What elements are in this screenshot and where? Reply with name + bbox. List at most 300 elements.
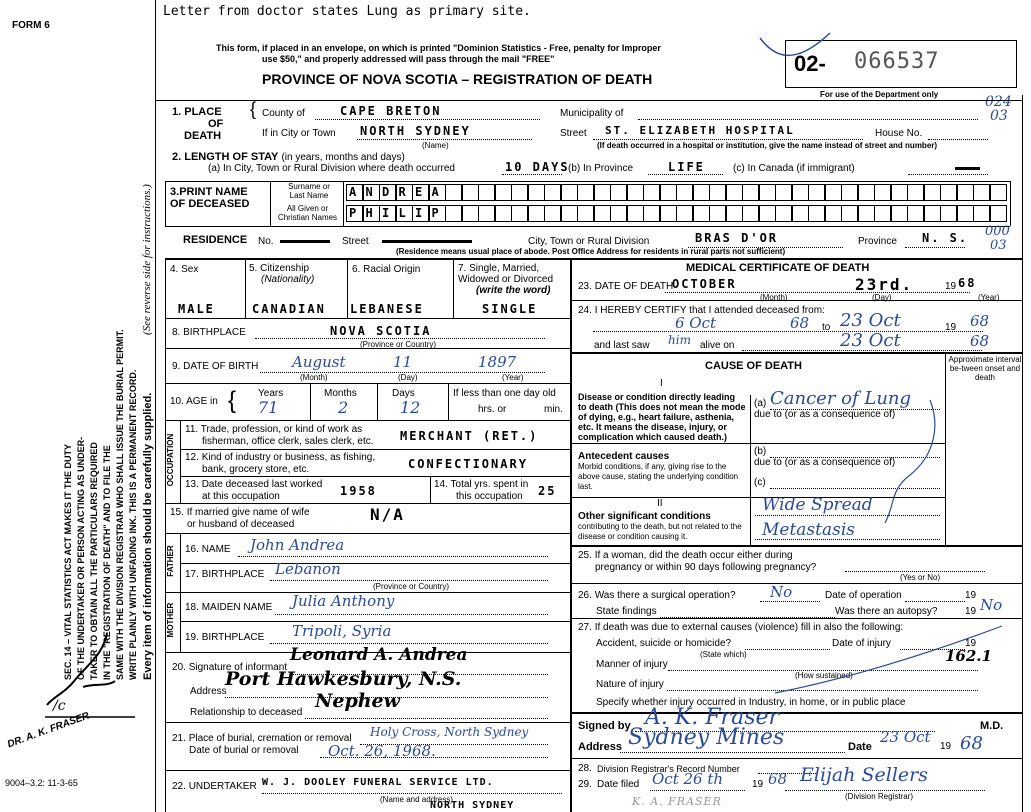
- given-letter: P: [431, 206, 439, 220]
- residence-province[interactable]: N. S.: [922, 231, 969, 245]
- given-letter-cell[interactable]: [660, 205, 677, 222]
- surname-letter-cell[interactable]: [874, 184, 891, 201]
- s10-num: 10.: [170, 396, 184, 407]
- s8-num: 8.: [172, 327, 181, 338]
- s19-label: [185, 632, 264, 643]
- form-left-border: [155, 0, 156, 812]
- given-letter: P: [349, 206, 357, 220]
- doctor-stamp: K. A. FRASER: [632, 795, 722, 808]
- s22-num: 22.: [172, 781, 186, 792]
- s16-label: [185, 544, 231, 555]
- spouse-value[interactable]: N/A: [370, 505, 405, 524]
- s18-label-text: MAIDEN NAME: [201, 602, 273, 613]
- given-letter-cell[interactable]: [726, 205, 743, 222]
- s23-label-text: DATE OF DEATH: [594, 281, 674, 292]
- place-of-death-label: [172, 106, 223, 142]
- surname-letter-cell[interactable]: [627, 184, 644, 201]
- surname-letter: A: [349, 185, 357, 199]
- s21-label-a: Place of burial, cremation or removal: [188, 733, 352, 744]
- given-letter-cell[interactable]: [775, 205, 792, 222]
- s13-label-b: at this occupation: [202, 491, 280, 502]
- cause-b-due: due to (or as a consequence of): [754, 457, 896, 468]
- surname-letter-cell[interactable]: [973, 184, 990, 201]
- surname-letter-cell[interactable]: [759, 184, 776, 201]
- surname-letter-cell[interactable]: [544, 184, 561, 201]
- age-years[interactable]: 71: [258, 398, 279, 417]
- surname-letter: N: [365, 185, 373, 199]
- dob-month[interactable]: August: [292, 353, 346, 371]
- envelope-notice-2: use $50," and properly addressed will pass through the mail "FREE": [262, 54, 555, 64]
- s24-num: 24.: [578, 305, 592, 316]
- surname-letter-cell[interactable]: [594, 184, 611, 201]
- doctor-address[interactable]: Sydney Mines: [628, 725, 785, 750]
- surname-letter-cell[interactable]: [990, 184, 1007, 201]
- s27-num: 27.: [578, 622, 592, 633]
- surname-letter: A: [431, 185, 439, 199]
- marital-value[interactable]: SINGLE: [482, 302, 538, 316]
- surname-letter-cell[interactable]: [346, 184, 363, 201]
- surname-letter-cell[interactable]: [660, 184, 677, 201]
- given-letter-cell[interactable]: [511, 205, 528, 222]
- marital-hint: (write the word): [476, 285, 551, 296]
- surname-letter-cell[interactable]: [577, 184, 594, 201]
- given-letter-cell[interactable]: [825, 205, 842, 222]
- surname-letter-cell[interactable]: [825, 184, 842, 201]
- s9-label-text: DATE OF BIRTH: [183, 361, 259, 372]
- given-letter-cell[interactable]: [858, 205, 875, 222]
- s25-hint: (Yes or No): [900, 573, 941, 582]
- s20-num: 20.: [172, 662, 186, 673]
- external-causes-strike: [770, 618, 1010, 698]
- surname-letter-cell[interactable]: [610, 184, 627, 201]
- doctor-address-label: Address: [578, 741, 623, 753]
- burial-place[interactable]: Holy Cross, North Sydney: [370, 725, 529, 739]
- signature-name: DR. A. K. FRASER: [6, 710, 91, 751]
- surname-letter-cell[interactable]: [858, 184, 875, 201]
- occupation-value[interactable]: MERCHANT (RET.): [400, 429, 539, 443]
- s29-num: 29.: [578, 779, 592, 790]
- surname-letter-cell[interactable]: [742, 184, 759, 201]
- less-than-day-label: If less than one day old: [453, 388, 556, 399]
- dob-year-hint: (Year): [502, 373, 524, 382]
- form-title: PROVINCE OF NOVA SCOTIA – REGISTRATION OF DEATH: [262, 71, 653, 87]
- date-filed[interactable]: Oct 26 th: [652, 770, 724, 788]
- house-label: House No.: [875, 128, 923, 139]
- date-signed-year-prefix: 19: [940, 741, 952, 752]
- given-letter-cell[interactable]: [693, 205, 710, 222]
- residence-hint: (Residence means usual place of abode. Post Office Address for residents in rural parts not sufficient): [396, 247, 786, 256]
- s8-label: [172, 327, 246, 338]
- surgical-operation-answer[interactable]: No: [770, 583, 793, 601]
- interval-header: Approximate interval be-tween onset and death: [948, 355, 1022, 382]
- surname-letter-cell[interactable]: [891, 184, 908, 201]
- attended-to-label: to: [822, 322, 831, 333]
- s12-label-b: bank, grocery store, etc.: [202, 464, 310, 475]
- findings-label: State findings: [596, 606, 657, 617]
- other-condition-1[interactable]: Wide Spread: [762, 495, 873, 515]
- s13-num: 13.: [185, 479, 199, 490]
- father-side-label: FATHER: [166, 545, 175, 577]
- signed-by[interactable]: A. K. Fraser: [645, 705, 780, 730]
- surname-letter-cell[interactable]: [957, 184, 974, 201]
- surname-letter-cell[interactable]: [511, 184, 528, 201]
- given-letter-cell[interactable]: [759, 205, 776, 222]
- s25-q-b: pregnancy or within 90 days following pregnancy?: [595, 562, 817, 573]
- given-letter-cell[interactable]: [973, 205, 990, 222]
- surname-letter-cell[interactable]: [379, 184, 396, 201]
- attended-from-year[interactable]: 68: [790, 314, 810, 332]
- doctor-signature: [35, 625, 155, 735]
- s26-num: 26.: [578, 590, 592, 601]
- death-year[interactable]: 68: [958, 276, 977, 290]
- given-label: All Given or Christian Names: [277, 204, 338, 222]
- county-value[interactable]: CAPE BRETON: [340, 104, 442, 118]
- given-letter-cell[interactable]: [429, 205, 446, 222]
- s12-num: 12.: [185, 452, 199, 463]
- residence-province-label: Province: [858, 236, 897, 247]
- form-right-border: [1022, 95, 1023, 812]
- given-letter-cell[interactable]: [990, 205, 1007, 222]
- given-letter: I: [382, 206, 390, 220]
- surname-letter-cell[interactable]: [775, 184, 792, 201]
- s19-label-text: BIRTHPLACE: [201, 632, 265, 643]
- city-name-hint: (Name): [422, 141, 449, 150]
- given-letter-cell[interactable]: [577, 205, 594, 222]
- s16-num: 16.: [185, 544, 199, 555]
- md-label: M.D.: [980, 720, 1004, 732]
- informant-signature[interactable]: Leonard A. Andrea: [290, 645, 468, 665]
- surname-letter-cell[interactable]: [495, 184, 512, 201]
- residence-street-label: Street: [342, 236, 369, 247]
- given-letter-cell[interactable]: [610, 205, 627, 222]
- s2-hint: (in years, months and days): [281, 152, 405, 163]
- typed-note: Letter from doctor states Lung as primary site.: [163, 4, 531, 19]
- hrs-label: hrs. or: [478, 404, 507, 415]
- citizenship-value[interactable]: CANADIAN: [252, 302, 326, 316]
- s18-label: [185, 602, 272, 613]
- given-letter: I: [415, 206, 423, 220]
- instruction-line-4: IN THE "REGISTRATION OF DEATH" AND TO FILE THE: [102, 445, 112, 680]
- sex-label: 4. Sex: [170, 264, 199, 275]
- death-day[interactable]: 23rd.: [855, 275, 914, 294]
- marital-label: 7. Single, Married, Widowed or Divorced: [458, 263, 554, 285]
- citizenship-label: 5. Citizenship: [249, 263, 310, 274]
- s9-num: 9.: [172, 361, 181, 372]
- how-sustained-hint: (How sustained): [795, 671, 853, 680]
- surname-letter-cell[interactable]: [808, 184, 825, 201]
- age-days[interactable]: 12: [400, 398, 421, 417]
- surname-letter-cell[interactable]: [907, 184, 924, 201]
- industry-location-label: Specify whether injury occurred in Industry, in home, or in public place: [596, 697, 906, 708]
- s13-label: [185, 479, 322, 503]
- county-label: County of: [262, 108, 305, 119]
- cause-a-desc: Disease or condition directly leading to death (This does not mean the mode of dying, e.g., heart failure, asthenia, etc. It means the disease, injury, or complication which caused death.): [578, 392, 746, 442]
- birthplace-hint: (Province or Country): [360, 340, 437, 349]
- years-label: Years: [258, 388, 284, 399]
- mother-birthplace[interactable]: Tripoli, Syria: [292, 622, 392, 640]
- sex-value[interactable]: MALE: [178, 302, 215, 316]
- surname-letter-cell[interactable]: [726, 184, 743, 201]
- given-letter-cell[interactable]: [940, 205, 957, 222]
- father-bp-hint: (Province or Country): [373, 582, 450, 591]
- date-filed-label: Date filed: [597, 779, 640, 790]
- racial-label: 6. Racial Origin: [352, 264, 421, 275]
- surname-letter-cell[interactable]: [528, 184, 545, 201]
- given-letter-cell[interactable]: [346, 205, 363, 222]
- total-years-value[interactable]: 25: [538, 484, 557, 498]
- reverse-side-note: (See reverse side for instructions.): [141, 184, 153, 335]
- column-divider: [570, 258, 572, 812]
- operation-date-label: Date of operation: [825, 590, 902, 601]
- instruction-line-3: TAKER TO OBTAIN ALL THE PARTICULARS REQUIRED: [89, 442, 99, 680]
- s14-label-a: Total yrs. spent in: [450, 479, 529, 490]
- s18-num: 18.: [185, 602, 199, 613]
- s11-label-b: fisherman, office clerk, sales clerk, etc.: [202, 436, 374, 447]
- given-letter-cell[interactable]: [396, 205, 413, 222]
- father-name[interactable]: John Andrea: [250, 536, 345, 554]
- s1-num: 1.: [172, 106, 182, 118]
- cause-of-death-title: CAUSE OF DEATH: [705, 360, 802, 372]
- accident-label: Accident, suicide or homicide?: [596, 638, 732, 649]
- last-seen-year[interactable]: 68: [970, 332, 990, 350]
- residence-no-label: No.: [258, 236, 274, 247]
- racial-value[interactable]: LEBANESE: [350, 302, 424, 316]
- surname-letter-cell[interactable]: [841, 184, 858, 201]
- birthplace-value[interactable]: NOVA SCOTIA: [330, 324, 432, 338]
- autopsy-answer[interactable]: No: [980, 596, 1003, 614]
- dept-use-note: For use of the Department only: [820, 90, 939, 99]
- attended-from[interactable]: 6 Oct: [675, 314, 717, 332]
- surname-letter-cell[interactable]: [363, 184, 380, 201]
- s21-num: 21.: [172, 733, 186, 744]
- residence-city[interactable]: BRAS D'OR: [695, 231, 779, 245]
- death-month[interactable]: OCTOBER: [672, 277, 737, 291]
- s26-q: Was there a surgical operation?: [594, 590, 736, 601]
- s14-num: 14.: [434, 479, 448, 490]
- death-day-hint: (Day): [872, 293, 892, 302]
- given-letter-cell[interactable]: [363, 205, 380, 222]
- age-months[interactable]: 2: [338, 398, 349, 417]
- mother-maiden-name[interactable]: Julia Anthony: [292, 592, 395, 610]
- stay-c-label: (c) In Canada (if immigrant): [733, 163, 855, 174]
- death-year-hint: (Year): [978, 293, 1000, 302]
- cause-c-mark: (c): [754, 477, 766, 488]
- surname-letter-cell[interactable]: [478, 184, 495, 201]
- surname-letter-cell[interactable]: [709, 184, 726, 201]
- dob-day[interactable]: 11: [393, 353, 413, 371]
- s12-label: [185, 452, 375, 476]
- date-filed-year[interactable]: 68: [768, 770, 788, 788]
- given-letter-cell[interactable]: [478, 205, 495, 222]
- given-letter-cell[interactable]: [676, 205, 693, 222]
- mother-side-label: MOTHER: [166, 602, 175, 638]
- s21-label-b: Date of burial or removal: [189, 745, 299, 756]
- division-registrar[interactable]: Elijah Sellers: [800, 764, 929, 786]
- municipality-label: Municipality of: [560, 108, 624, 119]
- surname-letter-cell[interactable]: [561, 184, 578, 201]
- city-value[interactable]: NORTH SYDNEY: [360, 124, 471, 138]
- s23-label: [578, 281, 673, 292]
- surname-letter-cell[interactable]: [676, 184, 693, 201]
- given-letter-cell[interactable]: [495, 205, 512, 222]
- print-code: 9004–3.2: 11-3-65: [5, 778, 78, 788]
- division-registrar-hint: (Division Registrar): [845, 792, 914, 801]
- s1-label-b: OF: [208, 118, 224, 130]
- cause-b-mark: (b): [754, 446, 767, 457]
- s24-certify: I HEREBY CERTIFY that I attended deceased from:: [594, 305, 825, 316]
- father-birthplace[interactable]: Lebanon: [275, 560, 341, 578]
- other-conditions-title: Other significant conditions: [578, 511, 711, 522]
- dob-year[interactable]: 1897: [478, 353, 517, 371]
- s14-label-b: this occupation: [456, 491, 523, 502]
- residence-city-label: City, Town or Rural Division: [528, 236, 650, 247]
- burial-date[interactable]: Oct. 26, 1968.: [328, 742, 436, 760]
- s15-label: [170, 507, 310, 531]
- reg-number: 066537: [854, 49, 940, 74]
- medical-certificate-title: MEDICAL CERTIFICATE OF DEATH: [686, 262, 870, 274]
- given-letter-cell[interactable]: [594, 205, 611, 222]
- s12-label-a: Kind of industry or business, as fishing,: [201, 452, 376, 463]
- surname-letter-cell[interactable]: [412, 184, 429, 201]
- last-seen[interactable]: 23 Oct: [840, 330, 901, 351]
- min-label: min.: [544, 404, 563, 415]
- s3-label: [170, 186, 249, 210]
- given-letter-cell[interactable]: [412, 205, 429, 222]
- undertaker-value[interactable]: W. J. DOOLEY FUNERAL SERVICE LTD.: [262, 777, 494, 788]
- given-letter-cell[interactable]: [627, 205, 644, 222]
- s2-label: LENGTH OF STAY: [184, 151, 279, 163]
- state-which-hint: (State which): [700, 650, 747, 659]
- stay-b-value[interactable]: LIFE: [668, 160, 705, 174]
- attended-to[interactable]: 23 Oct: [840, 310, 901, 331]
- instruction-line-6: WRITE PLAINLY WITH UNFADING INK. THIS IS A PERMANENT RECORD.: [128, 369, 138, 680]
- stay-a-value[interactable]: 10 DAYS: [505, 160, 570, 174]
- months-label: Months: [324, 388, 357, 399]
- informant-address[interactable]: Port Hawkesbury, N.S.: [225, 668, 462, 690]
- last-saw-label-a: and last saw: [594, 340, 650, 351]
- given-letter-cell[interactable]: [561, 205, 578, 222]
- reg-check-mark: [755, 28, 835, 68]
- roman-two: II: [657, 498, 663, 509]
- instruction-line-1: SEC. 14 – VITAL STATISTICS ACT MAKES IT THE DUTY: [63, 443, 73, 680]
- undertaker-address[interactable]: NORTH SYDNEY: [430, 800, 515, 811]
- surname-letter: R: [398, 185, 406, 199]
- s25-label: [578, 550, 816, 574]
- surname-letter-cell[interactable]: [445, 184, 462, 201]
- given-letter-cell[interactable]: [924, 205, 941, 222]
- s10-label-text: AGE in: [186, 396, 218, 407]
- given-letter-cell[interactable]: [445, 205, 462, 222]
- s16-label-text: NAME: [201, 544, 231, 555]
- antecedent-desc: Morbid conditions, if any, giving rise to the above cause, stating the underlying condition last.: [578, 462, 739, 491]
- given-letter-cell[interactable]: [544, 205, 561, 222]
- s27-q: If death was due to external causes (violence) fill in also the following:: [594, 622, 904, 633]
- antecedent-title: Antecedent causes: [578, 451, 670, 462]
- manner-code[interactable]: 162.1: [945, 647, 992, 665]
- surname-label: Surname or Last Name: [288, 182, 330, 200]
- given-letter-cell[interactable]: [742, 205, 759, 222]
- date-signed[interactable]: 23 Oct: [880, 728, 931, 746]
- relationship-value[interactable]: Nephew: [315, 690, 400, 712]
- residence-label: RESIDENCE: [183, 234, 248, 246]
- autopsy-year: 19: [965, 606, 977, 617]
- date-signed-year[interactable]: 68: [960, 733, 983, 754]
- attended-to-year-prefix: 19: [945, 322, 957, 333]
- surname-letter: E: [415, 185, 423, 199]
- surname-letter-cell[interactable]: [396, 184, 413, 201]
- s8-label-text: BIRTHPLACE: [183, 327, 246, 338]
- registrar-record-label: Division Registrar's Record Number: [597, 764, 740, 774]
- s3-label-a: PRINT NAME: [179, 186, 248, 198]
- given-letter-cell[interactable]: [709, 205, 726, 222]
- citizenship-hint: (Nationality): [261, 274, 315, 285]
- s14-label: [434, 479, 528, 503]
- cause-a-due: due to (or as a consequence of): [754, 409, 896, 420]
- instruction-line-2: OF THE UNDERTAKER OR PERSON ACTING AS UNDER-: [76, 436, 86, 680]
- s3-num: 3.: [170, 186, 180, 198]
- last-worked-value[interactable]: 1958: [340, 484, 377, 498]
- residence-code-2: 03: [990, 238, 1007, 253]
- surname-letter-cell[interactable]: [792, 184, 809, 201]
- given-letter-cell[interactable]: [792, 205, 809, 222]
- given-letter-cell[interactable]: [891, 205, 908, 222]
- surname-letter-cell[interactable]: [429, 184, 446, 201]
- dept-code-2: 03: [990, 108, 1008, 124]
- s26-label: [578, 590, 736, 601]
- surname-letter-cell[interactable]: [462, 184, 479, 201]
- other-condition-2[interactable]: Metastasis: [762, 520, 856, 540]
- instruction-line-5: SAME WITH THE DIVISION REGISTRAR WHO SHALL ISSUE THE BURIAL PERMIT.: [115, 329, 125, 680]
- s15-label-b: or husband of deceased: [187, 519, 295, 530]
- s17-label: [185, 569, 264, 580]
- given-letter-cell[interactable]: [643, 205, 660, 222]
- surname-letter-cell[interactable]: [643, 184, 660, 201]
- s1-label-c: DEATH: [184, 130, 222, 142]
- given-letter-cell[interactable]: [907, 205, 924, 222]
- industry-value[interactable]: CONFECTIONARY: [408, 457, 528, 471]
- given-letter-cell[interactable]: [841, 205, 858, 222]
- given-letter: L: [398, 206, 406, 220]
- surname-letter-cell[interactable]: [940, 184, 957, 201]
- s25-q-a: If a woman, did the death occur either during: [594, 550, 793, 561]
- cause-a-value[interactable]: Cancer of Lung: [770, 388, 912, 409]
- signed-by-label: Signed by: [578, 720, 631, 732]
- s15-num: 15.: [170, 507, 184, 518]
- nature-label: Nature of injury: [596, 679, 664, 690]
- given-letter-cell[interactable]: [379, 205, 396, 222]
- given-letter-cell[interactable]: [957, 205, 974, 222]
- s21-label: [172, 733, 352, 757]
- given-letter-cell[interactable]: [528, 205, 545, 222]
- stay-a-label: (a) In City, Town or Rural Division where death occurred: [208, 163, 455, 174]
- attended-to-year[interactable]: 68: [970, 312, 990, 330]
- surname-letter-cell[interactable]: [924, 184, 941, 201]
- s2-num: 2.: [172, 151, 182, 163]
- injury-date-label: Date of injury: [832, 638, 891, 649]
- street-value[interactable]: ST. ELIZABETH HOSPITAL: [605, 124, 795, 137]
- other-conditions-desc: contributing to the death, but not related to the disease or condition causing it.: [578, 522, 742, 541]
- given-letter-cell[interactable]: [874, 205, 891, 222]
- s9-label: [172, 361, 258, 372]
- manner-label: Manner of injury: [596, 659, 668, 670]
- given-letter-cell[interactable]: [808, 205, 825, 222]
- s22-label: [172, 781, 257, 792]
- given-letter-cell[interactable]: [462, 205, 479, 222]
- surname-letter-cell[interactable]: [693, 184, 710, 201]
- s11-label: [185, 424, 374, 448]
- relationship-label: Relationship to deceased: [190, 707, 303, 718]
- operation-year: 19: [965, 590, 977, 601]
